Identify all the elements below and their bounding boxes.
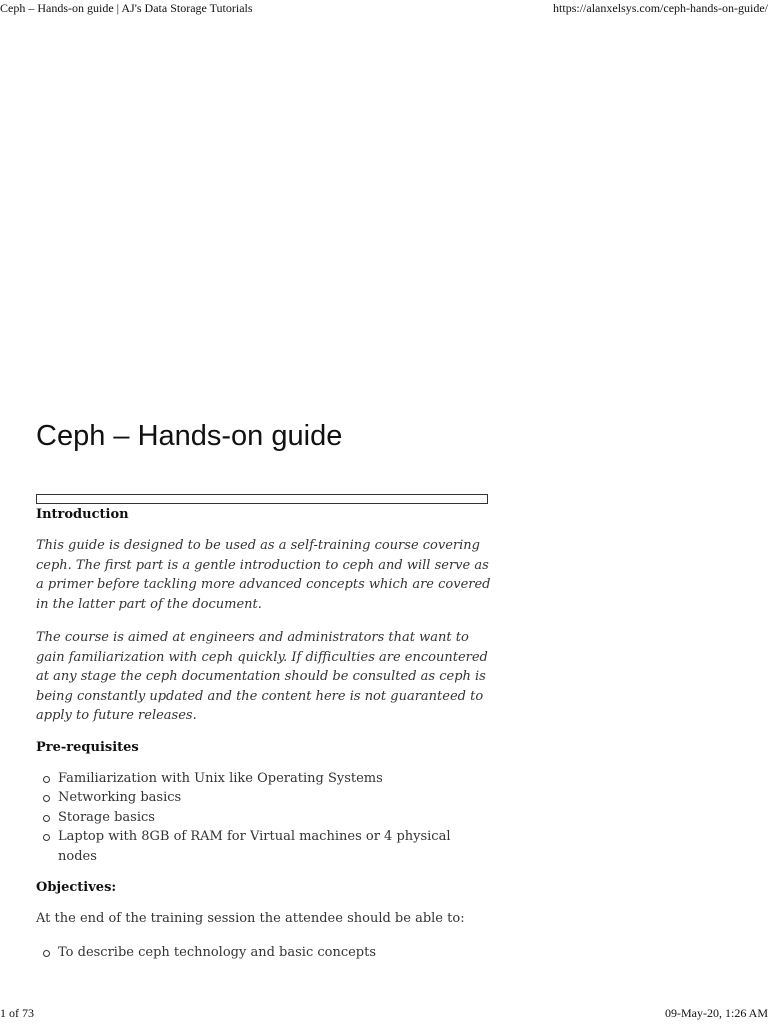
intro-paragraph: The course is aimed at engineers and administrators that want to gain familiarization with ceph quickly. If difficulties are encountered at any stage the ceph documentation should be consulted as ceph is being constantly updated and the content here is not guaranteed to apply to future releases. <box>36 630 488 723</box>
circle-bullet-icon <box>43 795 50 802</box>
circle-bullet-icon <box>43 834 50 841</box>
title-divider <box>36 494 488 504</box>
list-item <box>36 808 458 828</box>
prerequisites-list <box>36 769 496 867</box>
print-footer-page-count: 1 of 73 <box>0 1006 34 1020</box>
objectives-heading: Objectives: <box>36 880 117 895</box>
print-header-page-title: Ceph – Hands-on guide | AJ's Data Storage Tutorials <box>0 1 253 15</box>
circle-bullet-icon <box>43 950 50 957</box>
prerequisites-heading: Pre-requisites <box>36 739 139 755</box>
list-item-text: Laptop with 8GB of RAM for Virtual machines or 4 physical nodes <box>58 829 451 864</box>
list-item <box>36 943 458 963</box>
list-item-text: Networking basics <box>58 790 182 805</box>
objectives-list <box>36 943 496 963</box>
page-title: Ceph – Hands-on guide <box>36 420 343 452</box>
list-item-text: To describe ceph technology and basic concepts <box>58 944 377 960</box>
list-item-text: Familiarization with Unix like Operating Systems <box>58 770 383 786</box>
article-body <box>36 507 496 976</box>
circle-bullet-icon <box>43 776 50 783</box>
objectives-intro: At the end of the training session the attendee should be able to: <box>36 911 465 926</box>
list-item <box>36 827 458 866</box>
intro-paragraph: This guide is designed to be used as a self-training course covering ceph. The first part is a gentle introduction to ceph and will serve as a primer before tackling more advanced concepts which are covered in the latter part of the document. <box>36 538 491 612</box>
list-item-text: Storage basics <box>58 809 155 825</box>
print-footer-timestamp: 09-May-20, 1:26 AM <box>665 1006 768 1020</box>
print-header-url: https://alanxelsys.com/ceph-hands-on-guide/ <box>553 1 768 15</box>
circle-bullet-icon <box>43 815 50 822</box>
list-item <box>36 788 458 808</box>
list-item <box>36 769 458 789</box>
introduction-heading: Introduction <box>36 507 129 522</box>
